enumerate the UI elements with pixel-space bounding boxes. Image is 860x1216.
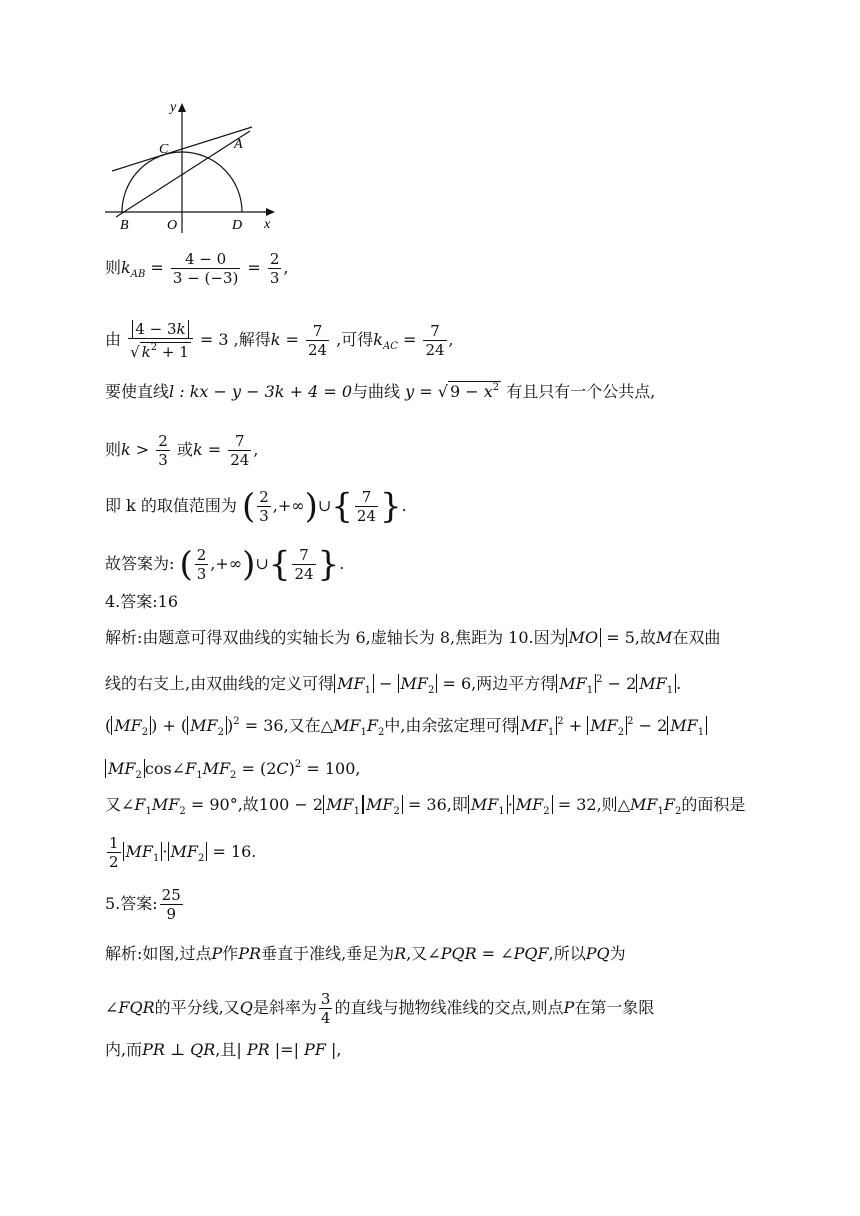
answer-4-para-2: 线的右支上,由双曲线的定义可得 $MF_1 - MF_2 = 6$,两边平方得 $MF_1^2 - 2$ $MF_1$ .: [105, 674, 682, 696]
answer-4-para-3: ( $MF_2$ ) + ( $MF_2$ )$^2$ = 36,又在$\triangle MF_1F_2$中,由余弦定理可得 $MF_1^2 + MF_2^2 - 2$ $MF_1$: [105, 712, 707, 743]
x-axis-arrow: [266, 208, 275, 216]
answer-4-para-4: $MF_2$ $\cos\angle F_1MF_2 = (2C)^2 = 100$,: [105, 755, 361, 786]
label-d: D: [232, 218, 243, 233]
label-y: y: [170, 100, 177, 115]
k-condition-line: 则k > $\frac{2}{3}$ 或k = $\frac{7}{24}$ ,: [105, 432, 259, 469]
answer-5-para-2: ∠FQR的平分线,又Q是斜率为 $\frac{3}{4}$ 的直线与抛物线准线的交点,则点P在第一象限: [105, 990, 655, 1027]
label-o: O: [167, 218, 178, 233]
answer-4-para-1: 解析:由题意可得双曲线的实轴长为 6,虚轴长为 8,焦距为 10.因为 MO = 5,故M在双曲: [105, 628, 721, 647]
label-c: C: [159, 142, 169, 157]
semicircle-tangent-figure: [100, 95, 280, 235]
k-range-line: 即 k 的取值范围为 ( $\frac{2}{3}$ ,+∞)∪{ $\frac{7}{24}$ }.: [105, 486, 407, 527]
answer-5-header: 5.答案: $\frac{25}{9}$: [105, 886, 181, 923]
label-x: x: [264, 217, 271, 232]
condition-line: 要使直线l : kx − y − 3k + 4 = 0与曲线 y = √ $9 - x^2$ 有且只有一个公共点,: [105, 382, 656, 401]
distance-equation-line: 由 $\frac{4 - 3k}{√ k^2 + 1}$ = 3 ,解得k = $\frac{7}{24}$ ,可得$k_{AC}$ = $\frac{7}{24}$ ,: [105, 320, 454, 361]
answer-4-para-5: 又$\angle F_1MF_2 = 90^\circ$,故100 − 2 $MF_1$ $MF_2 = 36$,即 $MF_1 \cdot MF_2 = 32$,则$\triangle MF_1F_2$的面积是: [105, 795, 746, 817]
label-b: B: [120, 218, 129, 233]
answer-5-para-1: 解析:如图,过点P作PR垂直于准线,垂足为R,又∠PQR = ∠PQF,所以PQ为: [105, 944, 626, 963]
answer-5-para-3: 内,而PR ⊥ QR,且| PR |=| PF |,: [105, 1040, 342, 1059]
answer-4-header: 4.答案:16: [105, 592, 179, 611]
y-axis-arrow: [178, 103, 186, 112]
label-a: A: [234, 137, 243, 152]
answer-3-line: 故答案为: ( $\frac{2}{3}$ ,+∞)∪{ $\frac{7}{24}$ }.: [105, 544, 345, 585]
answer-4-para-6: $\frac{1}{2}$ $MF_1 \cdot MF_2 = 16$.: [109, 834, 257, 871]
slope-ab-line: 则$k_{AB}$ = $\frac{4 - 0}{3 - (-3)}$ = $\frac{2}{3}$ ,: [105, 250, 289, 287]
